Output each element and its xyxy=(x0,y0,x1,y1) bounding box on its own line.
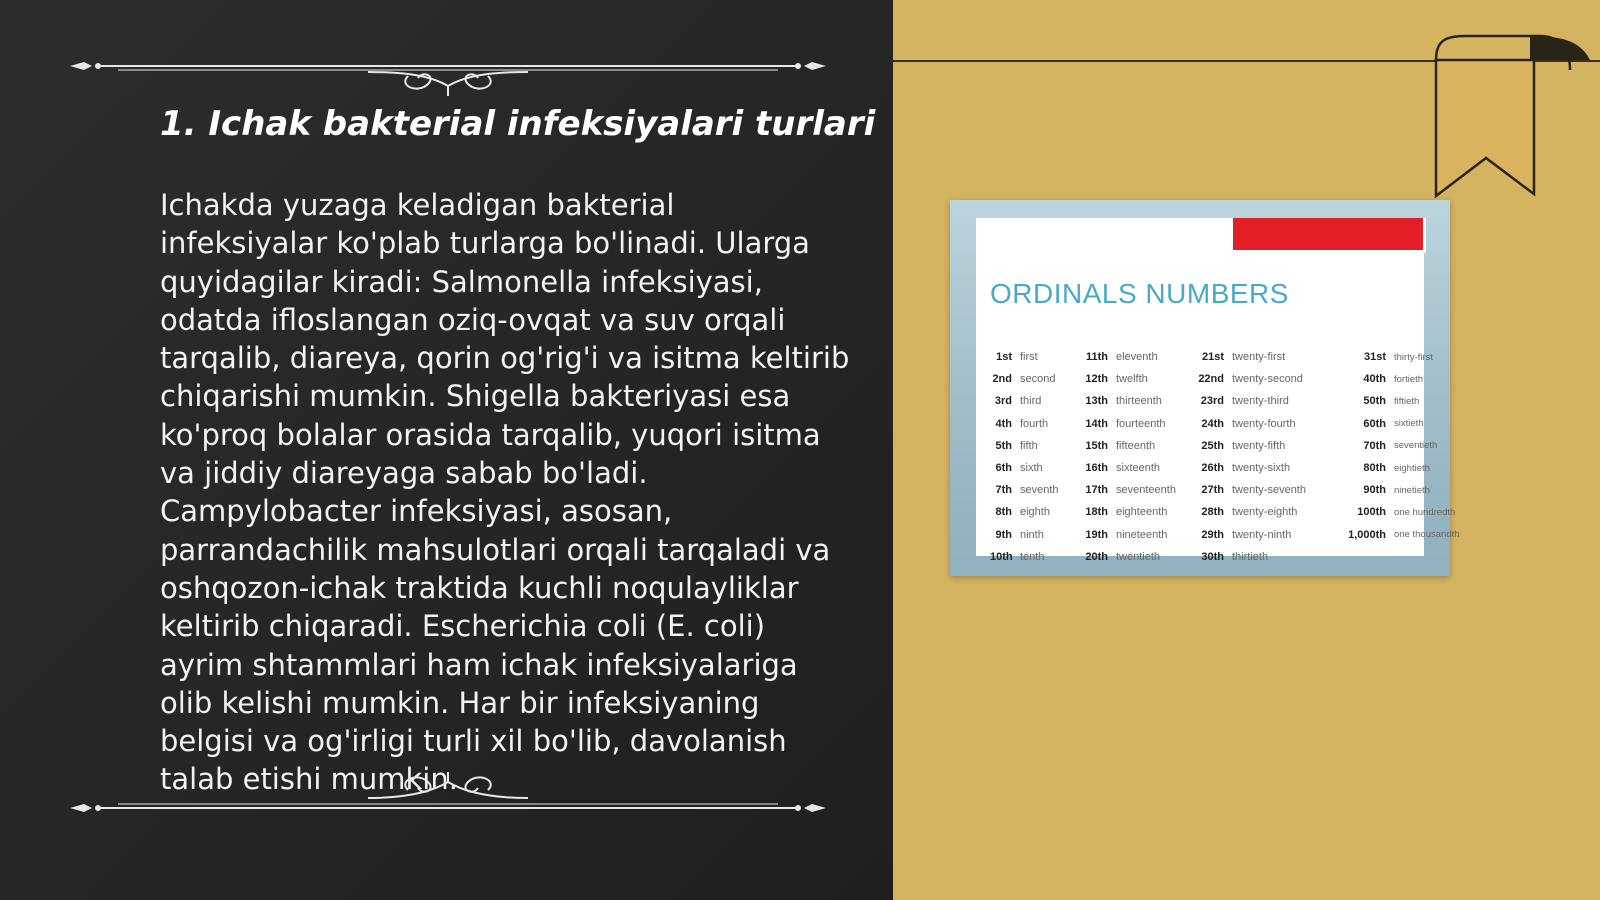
ordinal-word: tenth xyxy=(1020,550,1045,563)
ordinal-number: 17th xyxy=(1085,484,1108,497)
ordinal-word: twenty-sixth xyxy=(1232,462,1291,475)
ordinal-cell xyxy=(1072,462,1188,474)
ordinal-cell xyxy=(1332,462,1464,474)
ordinal-word: twenty-third xyxy=(1232,395,1289,408)
ordinals-image xyxy=(950,200,1460,576)
ordinal-word: twentieth xyxy=(1116,550,1161,563)
ordinal-word: one thousandth xyxy=(1394,529,1460,541)
ordinal-cell xyxy=(990,462,1072,474)
ordinal-cell xyxy=(1188,351,1332,363)
ordinal-number: 1,000th xyxy=(1348,528,1386,541)
ordinal-word: third xyxy=(1020,395,1042,408)
ordinal-word: seventieth xyxy=(1394,440,1438,452)
ordinal-word: nineteenth xyxy=(1116,528,1168,541)
ordinal-number: 20th xyxy=(1085,550,1108,563)
ordinal-word: eighteenth xyxy=(1116,506,1168,519)
ordinal-number: 12th xyxy=(1085,373,1108,386)
ordinals-row xyxy=(990,546,1420,568)
ordinal-cell xyxy=(1072,418,1188,430)
ordinal-word: twenty-first xyxy=(1232,351,1286,364)
ordinal-number: 19th xyxy=(1085,528,1108,541)
ordinal-cell xyxy=(1332,395,1464,407)
ordinal-number: 28th xyxy=(1201,506,1224,519)
ordinal-number: 13th xyxy=(1085,395,1108,408)
ordinal-cell xyxy=(1072,395,1188,407)
ordinals-row xyxy=(990,390,1420,412)
ordinal-cell xyxy=(1332,484,1464,496)
ordinal-number: 3rd xyxy=(994,395,1012,408)
ordinal-number: 50th xyxy=(1363,395,1386,408)
ordinal-word: twenty-ninth xyxy=(1232,528,1292,541)
ordinal-cell xyxy=(990,529,1072,541)
ordinals-row xyxy=(990,524,1460,546)
ordinal-cell xyxy=(1188,506,1332,518)
ordinal-number: 22nd xyxy=(1198,373,1224,386)
ordinals-table xyxy=(990,346,1460,568)
ordinal-cell xyxy=(1188,551,1332,563)
ordinal-word: fortieth xyxy=(1394,373,1424,385)
ordinal-number: 80th xyxy=(1363,462,1386,475)
ordinals-row xyxy=(990,479,1430,501)
ordinal-number: 6th xyxy=(995,462,1012,475)
ordinal-cell xyxy=(990,373,1072,385)
ordinal-word: eightieth xyxy=(1394,462,1430,474)
ordinal-word: sixtieth xyxy=(1394,418,1424,430)
ordinals-row xyxy=(990,346,1434,368)
ordinal-number: 60th xyxy=(1363,417,1386,430)
ordinal-cell xyxy=(1332,506,1464,518)
ordinal-word: thirteenth xyxy=(1116,395,1162,408)
ordinal-number: 2nd xyxy=(992,373,1012,386)
ordinal-cell xyxy=(990,440,1072,452)
ordinal-word: sixth xyxy=(1020,462,1043,475)
ordinal-cell xyxy=(1072,551,1188,563)
ordinal-word: twenty-seventh xyxy=(1232,484,1306,497)
ordinals-row xyxy=(990,435,1438,457)
ordinal-word: fifth xyxy=(1020,439,1038,452)
ordinal-cell xyxy=(1188,418,1332,430)
ordinal-word: fifteenth xyxy=(1116,439,1156,452)
ordinals-row xyxy=(990,368,1424,390)
ordinal-number: 40th xyxy=(1363,373,1386,386)
ordinals-row xyxy=(990,501,1456,523)
bookmark-decoration xyxy=(1430,30,1600,200)
ordinal-word: seventeenth xyxy=(1116,484,1176,497)
ordinal-cell xyxy=(1072,440,1188,452)
ordinal-cell xyxy=(1188,440,1332,452)
ordinal-number: 31st xyxy=(1363,351,1386,364)
ordinal-number: 5th xyxy=(995,439,1012,452)
ordinals-title: ORDINALS NUMBERS xyxy=(990,278,1289,309)
ordinal-word: ninetieth xyxy=(1394,484,1430,496)
ordinal-number: 27th xyxy=(1201,484,1224,497)
ordinal-cell xyxy=(1072,484,1188,496)
ordinal-number: 11th xyxy=(1085,351,1108,364)
ordinal-cell xyxy=(1188,484,1332,496)
ordinal-word: twenty-fifth xyxy=(1232,439,1286,452)
ordinal-word: thirtieth xyxy=(1232,550,1269,563)
ordinals-row xyxy=(990,413,1424,435)
ordinal-cell xyxy=(1188,529,1332,541)
red-tab xyxy=(1230,218,1426,253)
ordinal-number: 15th xyxy=(1085,439,1108,452)
ordinal-word: eleventh xyxy=(1116,351,1158,364)
ordinal-cell xyxy=(990,395,1072,407)
ordinal-word: ninth xyxy=(1020,528,1044,541)
ordinal-word: fourteenth xyxy=(1116,417,1166,430)
ordinal-word: fourth xyxy=(1020,417,1049,430)
ordinal-number: 100th xyxy=(1357,506,1386,519)
ordinal-word: seventh xyxy=(1020,484,1059,497)
ordinal-number: 14th xyxy=(1085,417,1108,430)
ordinal-cell xyxy=(1188,373,1332,385)
ordinal-number: 8th xyxy=(995,506,1012,519)
ordinal-cell xyxy=(1332,351,1464,363)
ordinal-cell xyxy=(990,351,1072,363)
ordinal-cell xyxy=(1188,395,1332,407)
ordinal-cell xyxy=(990,418,1072,430)
ordinal-number: 23rd xyxy=(1200,395,1224,408)
ordinal-word: one hundredth xyxy=(1394,506,1456,518)
slide-title: 1. Ichak bakterial infeksiyalari turlari xyxy=(160,104,876,144)
ordinal-word: thirty-first xyxy=(1394,351,1434,363)
ordinal-cell xyxy=(1072,373,1188,385)
ordinal-number: 1st xyxy=(996,351,1012,364)
ordinal-number: 26th xyxy=(1201,462,1224,475)
ordinal-word: second xyxy=(1020,373,1056,386)
ordinal-number: 29th xyxy=(1201,528,1224,541)
ordinal-number: 18th xyxy=(1085,506,1108,519)
ordinal-number: 16th xyxy=(1085,462,1108,475)
ordinal-word: sixteenth xyxy=(1116,462,1161,475)
ordinal-word: twenty-eighth xyxy=(1232,506,1298,519)
ordinal-word: first xyxy=(1020,351,1038,364)
ordinal-number: 4th xyxy=(995,417,1012,430)
ordinal-cell xyxy=(1332,418,1464,430)
bottom-ornament-divider xyxy=(68,770,828,830)
ordinal-number: 7th xyxy=(995,484,1012,497)
top-ornament-divider xyxy=(68,36,828,96)
ordinals-row xyxy=(990,457,1430,479)
ordinal-cell xyxy=(990,484,1072,496)
ordinal-number: 24th xyxy=(1201,417,1224,430)
ordinal-cell xyxy=(990,551,1072,563)
ordinal-cell xyxy=(1332,529,1464,541)
ordinal-number: 30th xyxy=(1201,550,1224,563)
ordinal-number: 70th xyxy=(1363,439,1386,452)
ordinal-cell xyxy=(990,506,1072,518)
ordinal-word: fiftieth xyxy=(1394,395,1420,407)
ordinal-number: 25th xyxy=(1201,439,1224,452)
ordinal-word: twelfth xyxy=(1116,373,1148,386)
ordinal-cell xyxy=(1072,351,1188,363)
ordinal-cell xyxy=(1188,462,1332,474)
ordinal-word: twenty-second xyxy=(1232,373,1303,386)
slide-body-text: Ichakda yuzaga keladigan bakterial infeksiyalar ko'plab turlarga bo'linadi. Ularga quyidagilar kiradi: Salmonella infeksiyasi, odatda ifloslangan oziq-ovqat va suv orqali tarqalib, diareya, qorin og'rig'i va isitma keltirib chiqarishi mumkin. Shigella bakteriyasi esa ko'proq bolalar orasida tarqalib, yuqori isitma va jiddiy diareyaga sabab bo'ladi. Campylobacter infeksiyasi, asosan, parrandachilik mahsulotlari orqali tarqaladi va oshqozon-ichak traktida kuchli noqulayliklar keltirib chiqaradi. Escherichia coli (E. coli) ayrim shtammlari ham ichak infeksiyalariga olib kelishi mumkin. Har bir infeksiyaning belgisi va og'irligi turli xil bo'lib, davolanish talab etishi mumkin. xyxy=(160,188,850,797)
ordinals-sheet xyxy=(976,218,1460,563)
ordinal-cell xyxy=(1332,373,1464,385)
ordinal-cell xyxy=(1332,440,1464,452)
ordinal-number: 90th xyxy=(1363,484,1386,497)
ordinal-number: 9th xyxy=(995,528,1012,541)
ordinal-word: twenty-fourth xyxy=(1232,417,1296,430)
ordinal-word: eighth xyxy=(1020,506,1050,519)
ordinal-cell xyxy=(1072,529,1188,541)
ordinal-number: 10th xyxy=(990,550,1013,563)
ordinal-cell xyxy=(1072,506,1188,518)
ordinal-number: 21st xyxy=(1201,351,1224,364)
